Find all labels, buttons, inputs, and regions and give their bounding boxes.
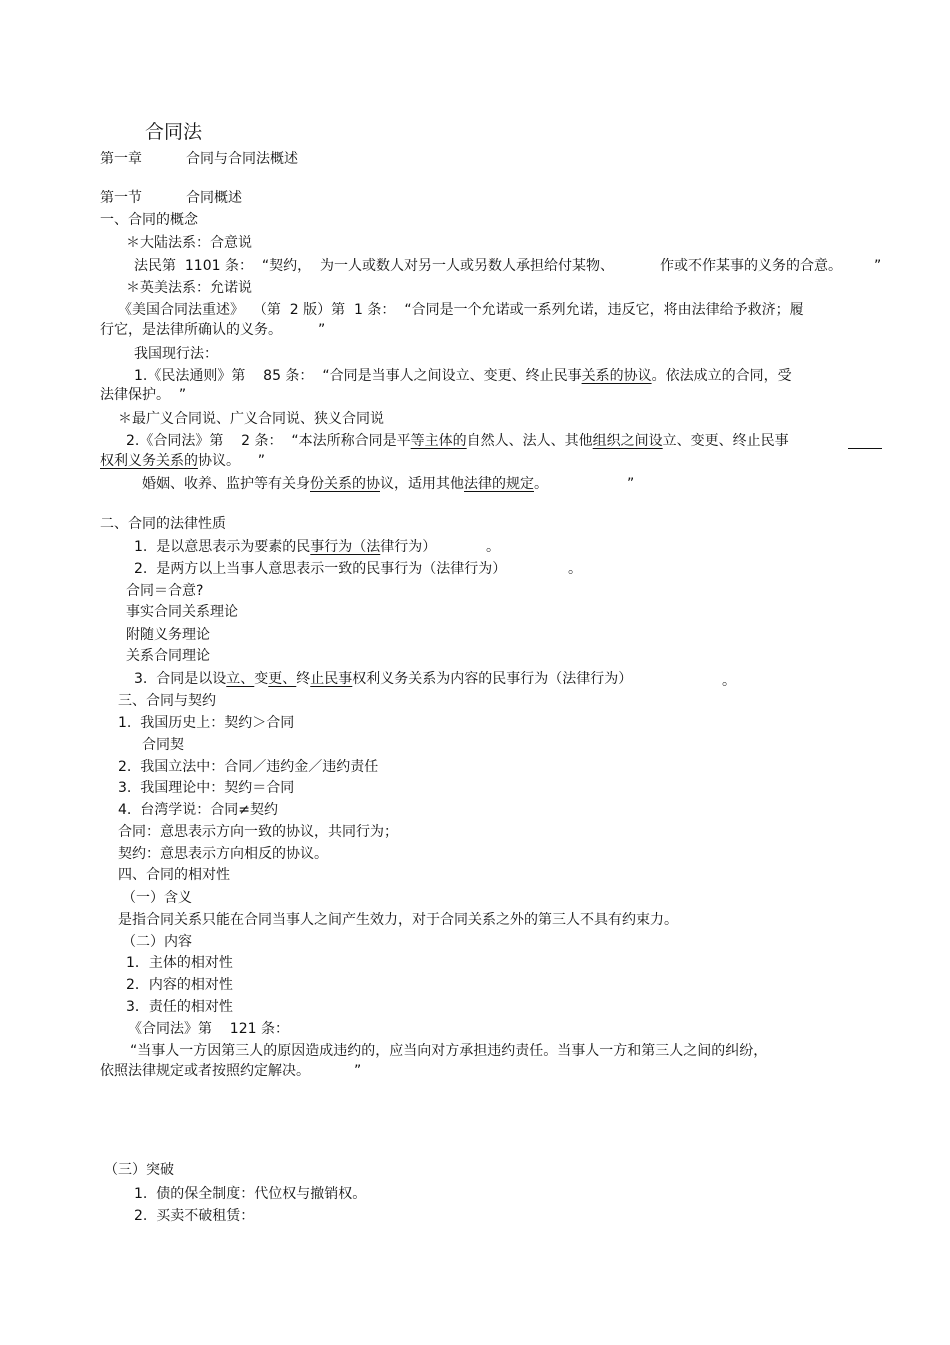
civil-law-theory: ＊大陆法系：合意说 — [126, 235, 252, 251]
nature-item-3: 3. 合同是以设立、变更、终止民事权利义务关系为内容的民事行为（法律行为） — [134, 671, 633, 687]
restatement-quote: ” — [318, 322, 326, 338]
meaning-text: 是指合同关系只能在合同当事人之间产生效力，对于合同关系之外的第三人不具有约束力。 — [118, 912, 678, 928]
general-principles-line-1: 1.《民法通则》第 85 条： “合同是当事人之间设立、变更、终止民事关系的协议。依法成立的合同，受 — [134, 368, 792, 384]
contract-theories: ＊最广义合同说、广义合同说、狭义合同说 — [118, 411, 384, 427]
contract-law-line-1: 2.《合同法》第 2 条： “本法所称合同是平等主体的自然人、法人、其他组织之间设立、变更、终止民事 — [126, 433, 789, 449]
definition-contract: 合同：意思表示方向一致的协议，共同行为； — [118, 824, 398, 840]
document-title: 合同法 — [145, 121, 203, 143]
restatement-text: 《美国合同法重述》 （第 2 版）第 1 条： “合同是一个允诺或一系列允诺，违反它，将由法律给予救济；履 — [118, 302, 804, 318]
french-code-text-end: 作或不作某事的义务的合意。 — [660, 258, 842, 274]
subheading-content: （二）内容 — [122, 934, 192, 950]
article-121-quote: ” — [354, 1063, 362, 1079]
heading-legal-nature: 二、合同的法律性质 — [100, 516, 226, 532]
theory-relational: 关系合同理论 — [126, 648, 210, 664]
theory-factual: 事实合同关系理论 — [126, 604, 238, 620]
contract-law-line-2: 权利义务关系的协议。 ” — [100, 453, 266, 469]
article-121-line-1: “当事人一方因第三人的原因造成违约的，应当向对方承担违约责任。当事人一方和第三人之间的纠纷， — [130, 1043, 768, 1059]
covenant-item-3: 3. 我国理论中：契约＝合同 — [118, 780, 295, 796]
nature-item-1: 1. 是以意思表示为要素的民事行为（法律行为） — [134, 539, 437, 555]
contract-law-line-3: 婚姻、收养、监护等有关身份关系的协议，适用其他法律的规定。 — [142, 476, 548, 492]
section-name: 合同概述 — [186, 190, 242, 206]
section-label: 第一节 — [100, 190, 142, 206]
nature-item-3-end: 。 — [722, 673, 736, 689]
common-law-theory: ＊英美法系：允诺说 — [126, 280, 252, 296]
article-121-line-2: 依照法律规定或者按照约定解决。 — [100, 1063, 310, 1079]
definition-covenant: 契约：意思表示方向相反的协议。 — [118, 846, 328, 862]
heading-contract-vs-covenant: 三、合同与契约 — [118, 693, 216, 709]
current-law-label: 我国现行法： — [134, 346, 218, 362]
contract-law-quote: ” — [627, 476, 635, 492]
covenant-item-1b: 合同契 — [142, 737, 184, 753]
breakthrough-item-1: 1. 债的保全制度：代位权与撤销权。 — [134, 1186, 367, 1202]
breakthrough-item-2: 2. 买卖不破租赁： — [134, 1208, 255, 1224]
agreement-question: 合同＝合意? — [126, 583, 204, 599]
subheading-breakthrough: （三）突破 — [104, 1162, 174, 1178]
heading-relativity: 四、合同的相对性 — [118, 867, 230, 883]
french-code-quote: ” — [874, 258, 882, 274]
restatement-text-2: 行它，是法律所确认的义务。 — [100, 322, 282, 338]
heading-concept: 一、合同的概念 — [100, 212, 198, 228]
article-121-label: 《合同法》第 121 条： — [128, 1021, 289, 1037]
nature-item-2: 2. 是两方以上当事人意思表示一致的民事行为（法律行为） — [134, 561, 507, 577]
content-item-1: 1．主体的相对性 — [126, 955, 233, 971]
chapter-label: 第一章 — [100, 151, 142, 167]
french-code-text: 法民第 1101 条： “契约， 为一人或数人对另一人或另数人承担给付某物、 — [134, 258, 615, 274]
content-item-3: 3．责任的相对性 — [126, 999, 233, 1015]
subheading-meaning: （一）含义 — [122, 890, 192, 906]
chapter-name: 合同与合同法概述 — [186, 151, 298, 167]
covenant-item-1: 1. 我国历史上：契约＞合同 — [118, 715, 295, 731]
nature-item-2-end: 。 — [568, 561, 582, 577]
blank-underline — [848, 447, 882, 449]
theory-ancillary: 附随义务理论 — [126, 627, 210, 643]
general-principles-line-2: 法律保护。 ” — [100, 387, 187, 403]
nature-item-1-end: 。 — [486, 539, 500, 555]
content-item-2: 2．内容的相对性 — [126, 977, 233, 993]
covenant-item-2: 2. 我国立法中：合同／违约金／违约责任 — [118, 759, 379, 775]
covenant-item-4: 4. 台湾学说：合同≠契约 — [118, 802, 278, 818]
